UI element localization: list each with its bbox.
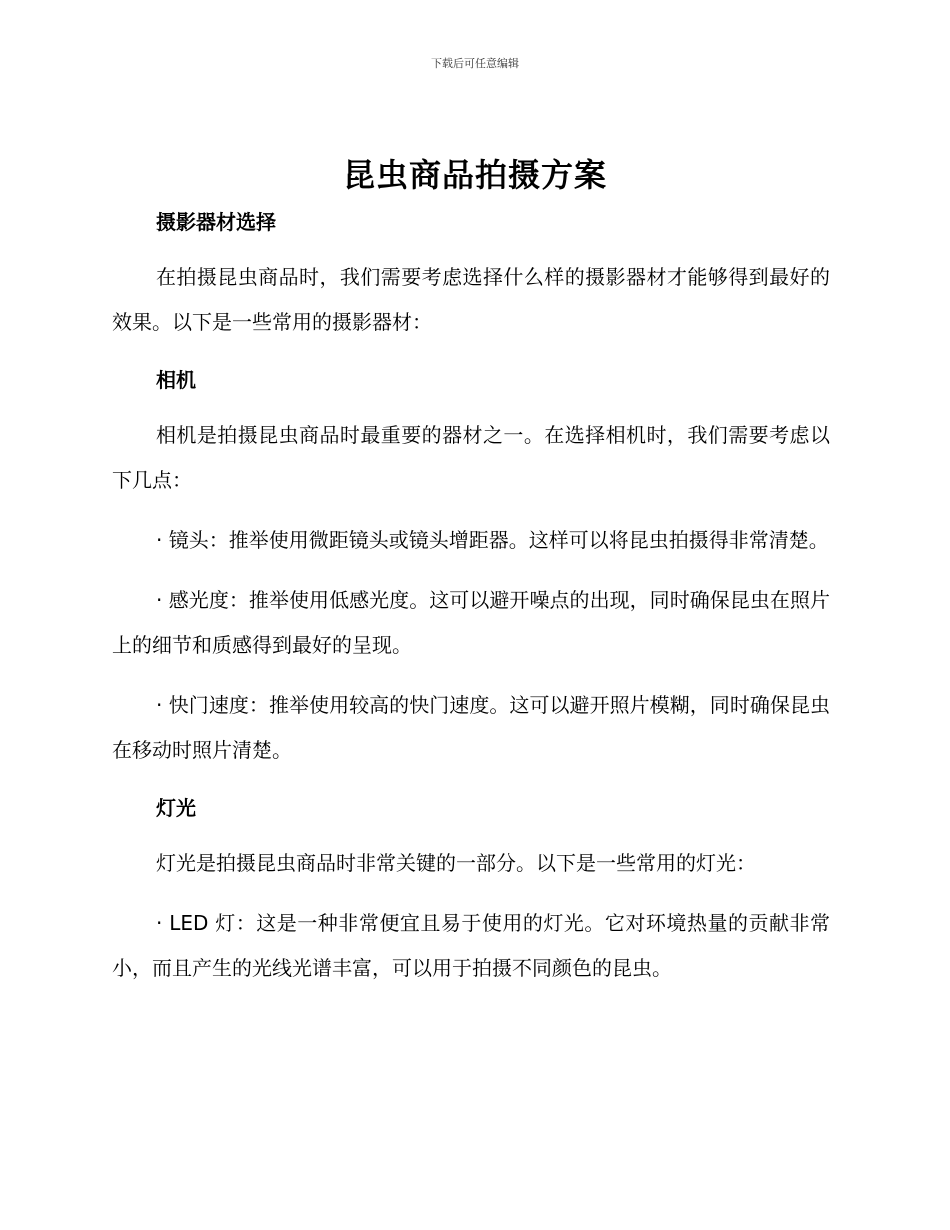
section-heading-equipment: 摄影器材选择 bbox=[156, 210, 276, 234]
paragraph-equipment-intro: 在拍摄昆虫商品时，我们需要考虑选择什么样的摄影器材才能够得到最好的效果。以下是一些常用的摄影器材： bbox=[112, 265, 830, 334]
section-heading-camera: 相机 bbox=[156, 368, 196, 392]
header-note: 下载后可任意编辑 bbox=[431, 57, 519, 70]
section-heading-lighting: 灯光 bbox=[156, 796, 196, 820]
document-title: 昆虫商品拍摄方案 bbox=[342, 156, 607, 194]
bullet-lens: · 镜头：推举使用微距镜头或镜头增距器。这样可以将昆虫拍摄得非常清楚。 bbox=[156, 528, 829, 552]
bullet-led-light: · LED 灯：这是一种非常便宜且易于使用的灯光。它对环境热量的贡献非常小，而且产生的光线光谱丰富，可以用于拍摄不同颜色的昆虫。 bbox=[112, 911, 830, 980]
paragraph-camera-intro: 相机是拍摄昆虫商品时最重要的器材之一。在选择相机时，我们需要考虑以下几点： bbox=[112, 423, 830, 492]
document-body bbox=[112, 202, 830, 991]
paragraph-lighting-intro: 灯光是拍摄昆虫商品时非常关键的一部分。以下是一些常用的灯光： bbox=[156, 851, 756, 875]
bullet-iso: · 感光度：推举使用低感光度。这可以避开噪点的出现，同时确保昆虫在照片上的细节和质感得到最好的呈现。 bbox=[112, 588, 830, 657]
bullet-shutter-speed: · 快门速度：推举使用较高的快门速度。这可以避开照片模糊，同时确保昆虫在移动时照片清楚。 bbox=[112, 693, 830, 762]
